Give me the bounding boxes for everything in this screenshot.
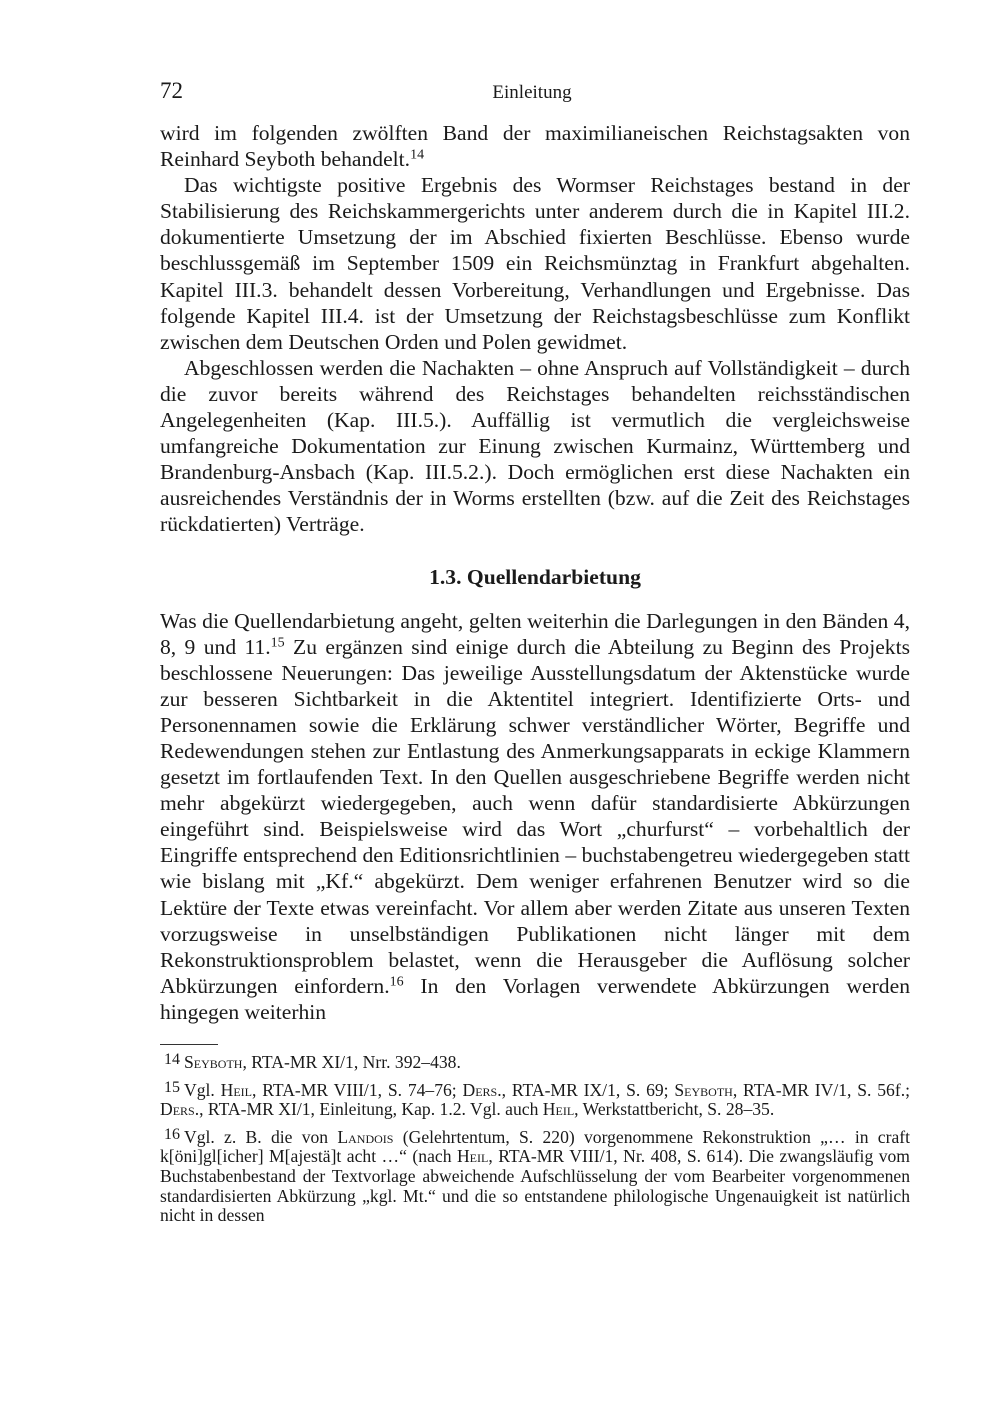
footnote-text: , RTA-MR XI/1, Einleitung, Kap. 1.2. Vgl. auch [199, 1099, 543, 1120]
author-name: Heil [456, 1146, 489, 1167]
footnote-text: , RTA-MR XI/1, Nrr. 392–438. [242, 1052, 461, 1072]
footnote-text: , RTA-MR IX/1, S. 69; [501, 1079, 675, 1100]
paragraph-1-text: wird im folgenden zwölften Band der maximilianeischen Reichstagsakten von Reinhard Seyboth behandelt. [160, 121, 910, 172]
footnote-ref-14: 14 [410, 147, 425, 163]
footnote-text: Vgl. [184, 1079, 221, 1100]
paragraph-4 [160, 608, 910, 1026]
footnote-16-number: 16 [164, 1125, 180, 1143]
section-heading: 1.3. Quellendarbietung [429, 564, 641, 589]
main-text [160, 120, 910, 1025]
page-number: 72 [160, 78, 183, 103]
paragraph-2: Das wichtigste positive Ergebnis des Wormser Reichstages bestand in der Stabilisierung des Reichskammergerichts unter anderem durch die in Kapitel III.2. dokumentierte Umsetzung der im Abschied fixierten Beschlüsse. Ebenso wurde beschlussgemäß im September 1509 ein Reichsmünztag in Frankfurt abgehalten. Kapitel III.3. behandelt dessen Vorbereitung, Verhandlungen und Ergebnisse. Das folgende Kapitel III.4. ist der Umsetzung der Reichstagsbeschlüsse zum Konflikt zwischen dem Deutschen Orden und Polen gewidmet. [160, 173, 910, 354]
footnote-16 [160, 1125, 910, 1226]
footnote-text: Vgl. z. B. die von [184, 1126, 338, 1147]
author-name: Seyboth [674, 1079, 733, 1100]
footnote-rule [160, 1044, 218, 1045]
author-name: Seyboth [184, 1052, 243, 1072]
author-name: Heil [542, 1099, 575, 1120]
author-name: Landois [337, 1126, 394, 1147]
paragraph-3: Abgeschlossen werden die Nachakten – ohne Anspruch auf Vollständigkeit – durch die zuvor bereits während des Reichstages behandelten reichsständischen Angelegenheiten (Kap. III.5.). Auffällig ist vermutlich die vergleichsweise umfangreiche Dokumentation zur Einung zwischen Kurmainz, Württemberg und Brandenburg-Ansbach (Kap. III.5.2.). Doch ermöglichen erst diese Nachakten ein ausreichendes Verständnis der in Worms erstellten (bzw. auf die Zeit des Reichstages rückdatierten) Verträge. [160, 355, 910, 537]
footnote-15 [160, 1078, 910, 1120]
footnote-14-number: 14 [164, 1051, 180, 1068]
footnote-ref-16: 16 [389, 974, 404, 990]
footnote-text: (Gelehrtentum, S. 220) vorgenommene Rekonstruktion „… in craft k[öni]gl[icher] M[ajestä]t acht …“ (nach [160, 1126, 911, 1167]
footnote-text: , RTA-MR IV/1, S. 56f.; [732, 1079, 911, 1100]
author-name: Ders. [462, 1079, 502, 1100]
paragraph-4-text-c: In den Vorlagen verwendete Abkürzungen werden hingegen weiterhin [160, 973, 910, 1024]
footnote-text: , RTA-MR VIII/1, S. 74–76; [251, 1079, 463, 1100]
footnote-text: , RTA-MR VIII/1, Nr. 408, S. 614). Die zwangsläufig vom Buchstabenbestand der Textvorlage abweichende Aufschlüsselung der vom Bearbeiter vorgenommenen standardisierten Abkürzung „kgl. Mt.“ und die so entstandene philologische Ungenauigkeit ist natürlich nicht in dessen [160, 1146, 910, 1226]
paragraph-1 [160, 120, 910, 172]
footnote-15-number: 15 [164, 1078, 180, 1096]
running-head: Einleitung [492, 82, 572, 103]
paragraph-4-text-b: Zu ergänzen sind einige durch die Abteilung zu Beginn des Projekts beschlossene Neuerungen: Das jeweilige Ausstellungsdatum der Aktenstücke wurde zur besseren Sichtbarkeit in die Aktentitel integriert. Identifizierte Orts- und Personennamen sowie die Erklärung schwer verständlicher Wörter, Begriffe und Redewendungen stehen zur Entlastung des Anmerkungsapparats in eckige Klammern gesetzt im fortlaufenden Text. In den Quellen ausgeschriebene Begriffe werden nicht mehr abgekürzt wiedergegeben, auch wenn dafür standardisierte Abkürzungen eingeführt sind. Beispielsweise wird das Wort „churfurst“ – vorbehaltlich der Eingriffe entsprechend den Editionsrichtlinien – buchstabengetreu wiedergegeben statt wie bislang mit „Kf.“ abgekürzt. Dem weniger erfahrenen Benutzer wird so die Lektüre der Texte etwas vereinfacht. Vor allem aber werden Zitate aus unseren Texten vorzugsweise in unselbständigen Publikationen nicht länger mit dem Rekonstruktionsproblem belastet, wenn die Herausgeber die Auflösung solcher Abkürzungen einfordern. [160, 634, 910, 998]
footnote-text: , Werkstattbericht, S. 28–35. [574, 1099, 775, 1120]
author-name: Heil [220, 1079, 252, 1100]
paragraph-4-text-a: Was die Quellendarbietung angeht, gelten weiterhin die Darlegungen in den Bänden 4, 8, 9 und 11. [160, 608, 910, 659]
footnote-ref-15: 15 [270, 634, 285, 650]
footnotes [160, 1050, 910, 1231]
footnote-14 [160, 1050, 910, 1073]
author-name: Ders. [160, 1099, 200, 1120]
